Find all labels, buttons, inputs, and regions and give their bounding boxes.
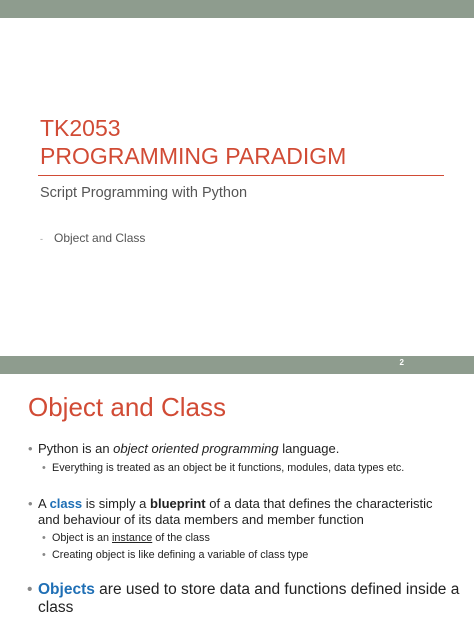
sub-bullet-instance: • Object is an instance of the class — [42, 532, 210, 544]
slide1-topic-item — [40, 231, 145, 245]
topic-label: Object and Class — [54, 231, 146, 245]
bullet-dot-icon: • — [28, 496, 33, 511]
bullet-dot-icon: • — [42, 462, 46, 474]
slide1-top-band — [0, 0, 474, 18]
keyword-class: class — [49, 496, 83, 511]
bullet-dot-icon: • — [28, 441, 33, 456]
title-divider — [38, 175, 444, 176]
emphasis-oop: object oriented programming — [113, 441, 279, 456]
sub-bullet-creating-object: • Creating object is like defining a variable of class type — [42, 549, 309, 561]
underline-instance: instance — [112, 532, 153, 544]
slide-number: 2 — [399, 358, 404, 367]
slide1-title — [40, 114, 346, 170]
keyword-objects: Objects — [38, 581, 95, 598]
course-code: TK2053 — [40, 115, 121, 141]
bullet-class-definition: • A class is simply a blueprint of a data that defines the characteristic and behaviour of its data members and member function — [28, 496, 433, 527]
bullet-dot-icon: • — [27, 581, 33, 598]
bullet-objects: • Objects are used to store data and functions defined inside a class — [27, 581, 460, 616]
bold-blueprint: blueprint — [150, 496, 206, 511]
bullet-python-oop: • Python is an object oriented programming language. — [28, 441, 340, 456]
bullet-dot-icon: • — [42, 532, 46, 544]
sub-bullet-everything-object: • Everything is treated as an object be it functions, modules, data types etc. — [42, 462, 405, 474]
slide2-top-band — [0, 356, 474, 374]
bullet-dot-icon: • — [42, 549, 46, 561]
course-name: PROGRAMMING PARADIGM — [40, 143, 347, 169]
slide1-subtitle: Script Programming with Python — [40, 185, 248, 201]
slide2-title: Object and Class — [28, 392, 226, 422]
dash-marker: - — [40, 234, 43, 244]
